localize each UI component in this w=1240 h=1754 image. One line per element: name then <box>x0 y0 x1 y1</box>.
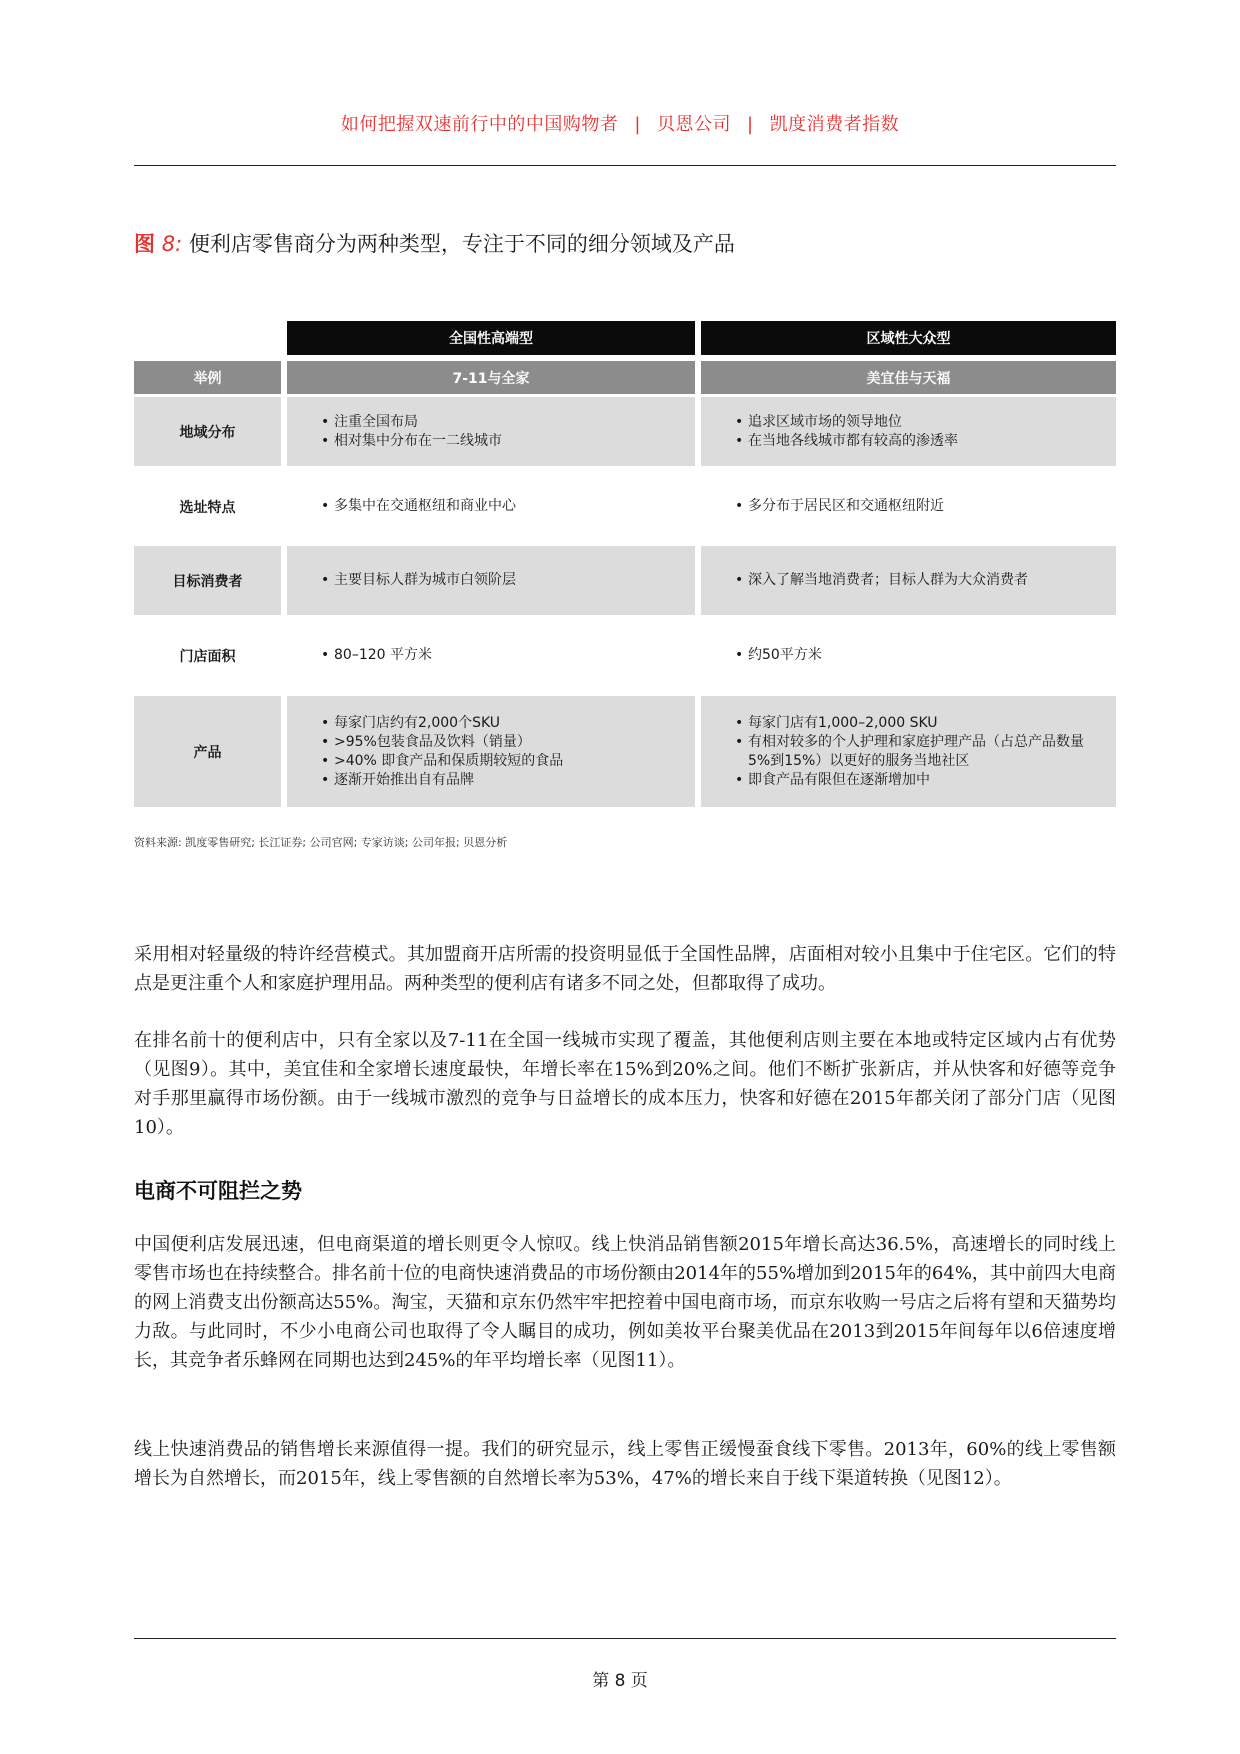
bullet-item: • 即食产品有限但在逐渐增加中 <box>735 771 1116 790</box>
figure-colon: : <box>175 232 183 256</box>
table-header-row <box>134 321 1116 355</box>
bullet-list <box>287 472 695 541</box>
section-heading: 电商不可阻拦之势 <box>134 1179 302 1203</box>
figure-caption: 便利店零售商分为两种类型，专注于不同的细分领域及产品 <box>188 232 735 256</box>
table-row <box>134 546 1116 615</box>
body-paragraph: 线上快速消费品的销售增长来源值得一提。我们的研究显示，线上零售正缓慢蚕食线下零售。2013年，60%的线上零售额增长为自然增长，而2015年，线上零售额的自然增长率为53%，47%的增长来自于线下渠道转换（见图12）。 <box>134 1439 1116 1489</box>
bullet-item: • 每家门店约有2,000个SKU <box>321 714 695 733</box>
bullet-list <box>287 397 695 466</box>
example-regional: 美宜佳与天福 <box>701 361 1116 394</box>
table-row <box>134 696 1116 807</box>
bullet-list <box>701 472 1116 541</box>
running-header <box>0 110 1240 136</box>
bullet-item: • >40% 即食产品和保质期较短的食品 <box>321 752 695 771</box>
header-separator: | <box>747 114 754 135</box>
example-label: 举例 <box>134 361 281 394</box>
row-label: 门店面积 <box>179 648 236 665</box>
bullet-item: • 多集中在交通枢纽和商业中心 <box>321 497 695 516</box>
bullet-item: • 相对集中分布在一二线城市 <box>321 432 695 451</box>
bullet-list <box>287 621 695 690</box>
bullet-list <box>287 696 695 807</box>
footer-rule <box>134 1638 1116 1639</box>
bullet-item: • 约50平方米 <box>735 646 1116 665</box>
source-note: 资料来源: 凯度零售研究; 长江证券; 公司官网; 专家访谈; 公司年报; 贝恩分析 <box>134 836 508 849</box>
bullet-list <box>701 696 1116 807</box>
bullet-list <box>287 546 695 615</box>
bullet-item: • 多分布于居民区和交通枢纽附近 <box>735 497 1116 516</box>
bullet-item: • 主要目标人群为城市白领阶层 <box>321 571 695 590</box>
bullet-item: • 80–120 平方米 <box>321 646 695 665</box>
bullet-list <box>701 546 1116 615</box>
column-header-national: 全国性高端型 <box>287 321 695 355</box>
bullet-item: • 逐渐开始推出自有品牌 <box>321 771 695 790</box>
bullet-item: • 每家门店有1,000–2,000 SKU <box>735 714 1116 733</box>
header-rule <box>134 165 1116 166</box>
bullet-item: • 有相对较多的个人护理和家庭护理产品（占总产品数量 <box>735 733 1116 752</box>
row-label: 地域分布 <box>179 424 236 441</box>
table-row <box>134 472 1116 541</box>
figure-title <box>134 228 735 258</box>
figure-number: 8 <box>161 232 176 256</box>
table-example-row <box>134 361 1116 394</box>
bullet-continuation: 5%到15%）以更好的服务当地社区 <box>748 752 970 769</box>
body-paragraph: 在排名前十的便利店中，只有全家以及7-11在全国一线城市实现了覆盖，其他便利店则主要在本地或特定区域内占有优势（见图9）。其中，美宜佳和全家增长速度最快，年增长率在15%到20%之间。他们不断扩张新店，并从快客和好德等竞争对手那里赢得市场份额。由于一线城市激烈的竞争与日益增长的成本压力，快客和好德在2015年都关闭了部分门店（见图10）。 <box>134 1030 1116 1138</box>
page-number: 第 8 页 <box>592 1671 648 1691</box>
row-label: 选址特点 <box>179 499 236 516</box>
bullet-item: • 注重全国布局 <box>321 413 695 432</box>
bullet-item: • 追求区域市场的领导地位 <box>735 413 1116 432</box>
row-label: 产品 <box>193 744 222 761</box>
figure-label: 图 <box>134 232 155 256</box>
bullet-list <box>701 397 1116 466</box>
column-header-regional: 区域性大众型 <box>701 321 1116 355</box>
header-title: 如何把握双速前行中的中国购物者 <box>340 114 619 135</box>
table-row <box>134 397 1116 466</box>
bullet-item: • >95%包装食品及饮料（销量） <box>321 733 695 752</box>
row-label: 目标消费者 <box>172 573 243 590</box>
header-separator: | <box>634 114 641 135</box>
header-index: 凯度消费者指数 <box>769 114 900 135</box>
example-national: 7-11与全家 <box>287 361 695 394</box>
table-row <box>134 621 1116 690</box>
bullet-list <box>701 621 1116 690</box>
bullet-item: • 在当地各线城市都有较高的渗透率 <box>735 432 1116 451</box>
header-company: 贝恩公司 <box>657 114 731 135</box>
body-paragraph: 中国便利店发展迅速，但电商渠道的增长则更令人惊叹。线上快消品销售额2015年增长高达36.5%，高速增长的同时线上零售市场也在持续整合。排名前十位的电商快速消费品的市场份额由2014年的55%增加到2015年的64%，其中前四大电商的网上消费支出份额高达55%。淘宝，天猫和京东仍然牢牢把控着中国电商市场，而京东收购一号店之后将有望和天猫势均力敌。与此同时，不少小电商公司也取得了令人瞩目的成功，例如美妆平台聚美优品在2013到2015年间每年以6倍速度增长，其竞争者乐蜂网在同期也达到245%的年平均增长率（见图11）。 <box>134 1234 1116 1371</box>
bullet-item: • 深入了解当地消费者；目标人群为大众消费者 <box>735 571 1116 590</box>
body-paragraph: 采用相对轻量级的特许经营模式。其加盟商开店所需的投资明显低于全国性品牌，店面相对较小且集中于住宅区。它们的特点是更注重个人和家庭护理用品。两种类型的便利店有诸多不同之处，但都取得了成功。 <box>134 944 1116 994</box>
